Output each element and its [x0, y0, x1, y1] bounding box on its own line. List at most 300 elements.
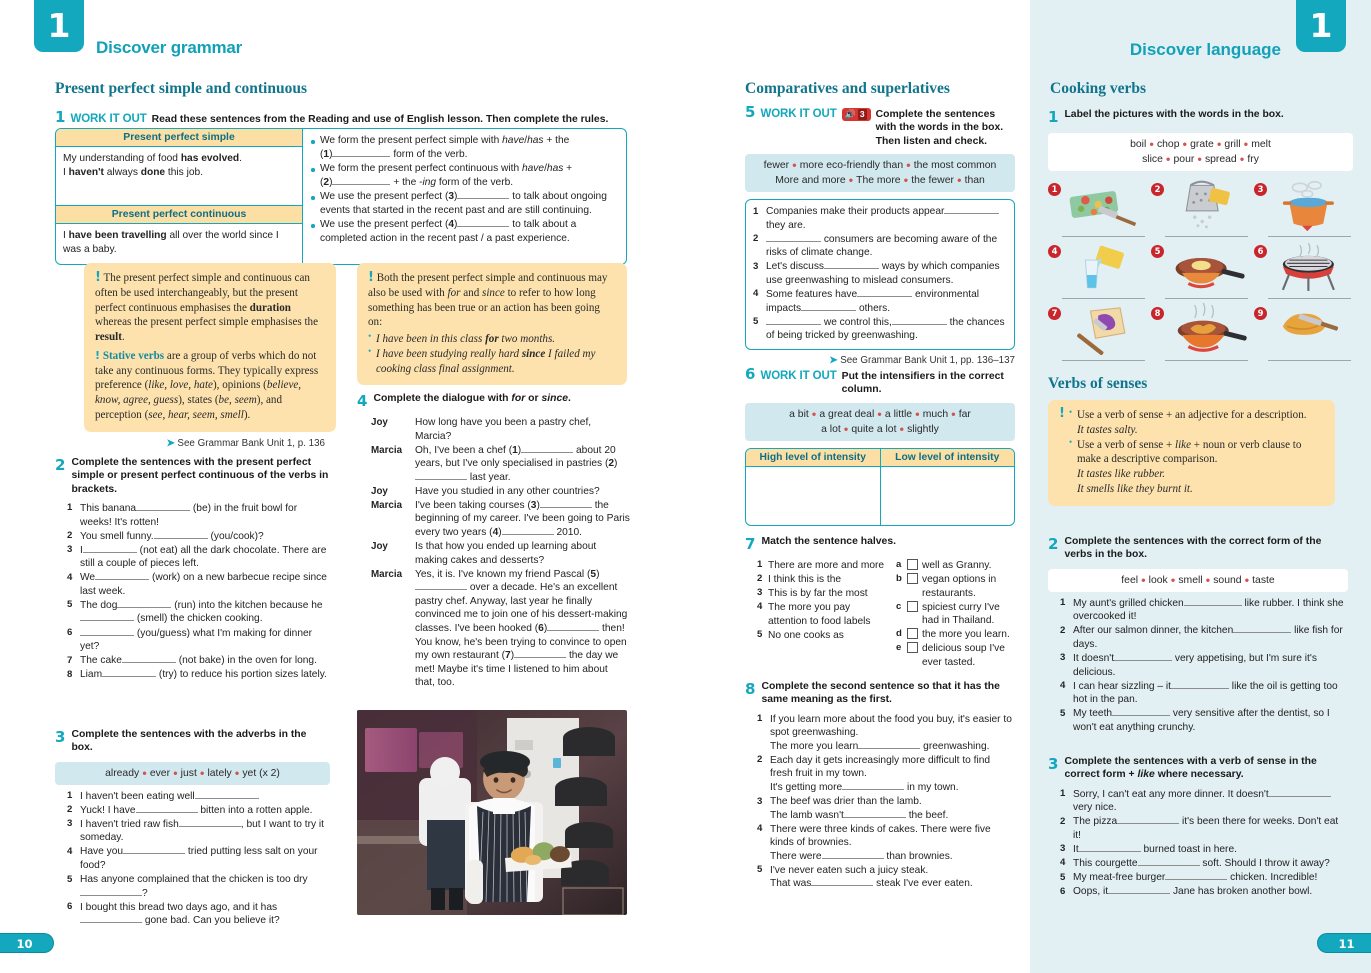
item-number: 2 — [1060, 815, 1066, 827]
work-it-out-label-1: WORK IT OUT — [70, 113, 147, 125]
note-bullet-2 — [1069, 438, 1324, 497]
grammar-example-continuous — [56, 224, 302, 264]
picture-number: 3 — [1254, 183, 1267, 196]
wordbank-word: smell — [1178, 574, 1203, 586]
separator-dot-icon: ● — [1244, 575, 1250, 585]
item-number: 1 — [757, 559, 763, 570]
match-right-item[interactable] — [896, 642, 1015, 669]
wordbank-word: The more — [856, 175, 901, 187]
item-text: vegan options in restaurants. — [922, 574, 997, 599]
item-text — [770, 754, 1015, 795]
list-item — [1060, 652, 1348, 679]
wordbank-word: spread — [1204, 154, 1237, 166]
item-text[interactable]: The dog (run) into the kitchen because he (smell) the chicken cooking. — [80, 599, 323, 625]
grammar-bank-ref-text: See Grammar Bank Unit 1, pp. 136–137 — [840, 355, 1015, 367]
exercise-1-instruction: Read these sentences from the Reading and use of English lesson. Then complete the rules. — [151, 114, 609, 125]
list-item — [757, 795, 1015, 822]
match-left-item[interactable] — [757, 559, 889, 573]
list-item — [1060, 843, 1348, 857]
item-text[interactable]: This banana (be) in the fruit bowl for weeks! It's rotten! — [80, 502, 298, 528]
answer-line[interactable] — [1165, 360, 1248, 361]
exercise-2-number: 2 — [55, 456, 66, 474]
grammar-bank-ref-1[interactable] — [100, 438, 325, 449]
dialogue-text[interactable]: Have you studied in any other countries? — [415, 485, 600, 497]
page-title-left: Discover grammar — [96, 38, 243, 57]
item-number: 1 — [1060, 597, 1066, 609]
dialogue-line — [371, 499, 630, 540]
wordbank-line-2 — [751, 173, 1009, 188]
wordbank-word: pour — [1173, 154, 1195, 166]
note-text: Use a verb of sense + an adjective for a description. — [1076, 409, 1307, 421]
audio-icon[interactable] — [842, 108, 871, 121]
picture-number: 1 — [1048, 183, 1061, 196]
note-paragraph-2 — [95, 349, 325, 423]
item-number: 2 — [753, 233, 759, 245]
stative-verbs-term: Stative verbs — [102, 349, 165, 362]
ex-bold: haven't — [68, 167, 104, 179]
dialogue-text[interactable]: How long have you been a pastry chef, Marcia? — [415, 417, 592, 442]
separator-dot-icon: ● — [1170, 575, 1176, 585]
list-item — [67, 873, 330, 900]
separator-dot-icon: ● — [1216, 139, 1222, 149]
exercise-8-number: 8 — [745, 680, 756, 698]
picture-cell[interactable] — [1254, 303, 1353, 363]
chef-photo-illustration — [357, 710, 627, 915]
list-item — [753, 260, 1007, 287]
right-ex3-instruction — [1064, 755, 1348, 782]
unit-tab-right — [1296, 0, 1346, 52]
exercise-3-instruction: Complete the sentences with the adverbs in the box. — [71, 729, 307, 754]
note-bold: since — [521, 347, 546, 360]
grater-icon — [1165, 179, 1250, 232]
matching-exercise — [757, 559, 1015, 670]
list-item — [67, 845, 330, 872]
speaker-name: Joy — [371, 485, 388, 497]
exercise-5-instruction: Complete the sentences with the words in the box. Then listen and check. — [875, 109, 1004, 147]
picture-number: 9 — [1254, 307, 1267, 320]
wordbank-line-1 — [751, 158, 1009, 173]
ex-bold: done — [140, 167, 166, 179]
item-number: 5 — [757, 628, 763, 640]
exercise-5-answer-box — [745, 199, 1015, 350]
item-text[interactable]: Let's discuss ways by which companies use greenwashing to mislead consumers. — [766, 261, 1000, 286]
item-text: delicious soup I've ever tasted. — [922, 643, 1005, 668]
separator-dot-icon: ● — [877, 409, 883, 419]
wordbank-word: yet (x 2) — [242, 767, 280, 779]
item-text[interactable]: Companies make their products appear they are. — [766, 205, 1007, 232]
item-text[interactable]: It burned toast in here. — [1073, 843, 1237, 855]
list-item — [1060, 871, 1348, 885]
wordbank-word: the fewer — [911, 175, 954, 187]
separator-dot-icon: ● — [811, 409, 817, 419]
wordbank-word: slightly — [907, 423, 939, 435]
note-example-1 — [368, 332, 616, 347]
exercise-2 — [55, 456, 330, 682]
answer-checkbox[interactable] — [907, 573, 918, 584]
note-bullet-1 — [1069, 408, 1324, 438]
grammar-bank-ref-text: See Grammar Bank Unit 1, p. 136 — [177, 438, 325, 449]
item-text[interactable]: Have you tried putting less salt on your food? — [80, 846, 318, 872]
ex-text: always — [103, 167, 141, 179]
note-text: ), states ( — [178, 394, 219, 406]
list-item — [67, 901, 330, 928]
item-number: 6 — [1060, 885, 1066, 897]
item-text: There are more and more — [768, 560, 885, 571]
item-number: 2 — [67, 804, 73, 816]
note-text: ), and perception ( — [95, 394, 283, 421]
matching-left-column — [757, 559, 889, 670]
list-item — [67, 654, 330, 668]
exercise-7-instruction: Match the sentence halves. — [761, 536, 896, 547]
item-number: 5 — [753, 316, 759, 328]
note-paragraph-1 — [95, 271, 325, 345]
separator-dot-icon: ● — [1182, 139, 1188, 149]
match-right-item[interactable] — [896, 559, 1015, 573]
grammar-table — [55, 128, 627, 265]
exercise-3-items — [67, 790, 330, 928]
answer-line[interactable] — [1268, 236, 1351, 237]
separator-dot-icon: ● — [914, 409, 920, 419]
note-italic: like — [1175, 438, 1192, 451]
dialogue-line — [371, 540, 630, 567]
intensity-column-low[interactable] — [881, 449, 1015, 525]
answer-checkbox[interactable] — [907, 628, 918, 639]
item-number: 2 — [67, 530, 73, 542]
ex-text: this job. — [165, 167, 204, 179]
answer-checkbox[interactable] — [907, 601, 918, 612]
instr-italic: for — [511, 393, 526, 404]
separator-dot-icon: ● — [1149, 139, 1155, 149]
wordbank-word: taste — [1252, 574, 1275, 586]
list-item — [757, 754, 1015, 795]
item-text[interactable]: We (work) on a new barbecue recipe since last week. — [80, 572, 327, 597]
dialogue-text[interactable]: Yes, it is. I've known my friend Pascal (5) over a decade. He's an excellent pastry chef. Anyway, last year he finally convinced me to join one of his dessert-making classes. I've been hooked (6) then! You know, he's been trying to convince to open my own restaurant (7) the day we met! Maybe it's time I listened to him about that, too. — [415, 568, 628, 689]
item-text[interactable]: I haven't been eating well . — [80, 790, 260, 802]
dialogue-lines — [371, 416, 630, 690]
matching-right-column — [896, 559, 1015, 670]
item-text[interactable]: we control this, the chances of being tricked by greenwashing. — [766, 316, 1005, 342]
wordbank-word: fry — [1247, 154, 1259, 166]
separator-dot-icon: ● — [848, 175, 854, 185]
note-italic: for — [447, 286, 461, 299]
picture-cell[interactable] — [1151, 241, 1250, 301]
first-sentence: Each day it gets increasingly more difficult to find fresh fruit in my town. — [770, 754, 991, 780]
picture-cell[interactable] — [1254, 179, 1353, 239]
picture-number: 2 — [1151, 183, 1164, 196]
note-italic: I failed my cooking class final assignment. — [376, 347, 596, 375]
note-italic: be, seem — [218, 394, 257, 406]
item-text[interactable]: Oops, it Jane has broken another bowl. — [1073, 886, 1313, 898]
item-number: 5 — [1060, 871, 1066, 883]
item-text[interactable]: I can hear sizzling – it like the oil is getting too hot in the pan. — [1073, 680, 1338, 706]
exercise-2-instruction: Complete the sentences with the present perfect simple or present perfect continuous of the verbs in brackets. — [71, 457, 329, 495]
item-text[interactable]: Liam (try) to reduce his portion sizes lately. — [80, 669, 327, 681]
answer-line[interactable] — [1165, 298, 1248, 299]
rule-item: We form the present perfect continuous with have/has + (2) + the -ing form of the verb. — [309, 162, 618, 189]
wordbank-word: feel — [1121, 574, 1139, 586]
unit-number-right: 1 — [1309, 6, 1333, 45]
right-ex1-number: 1 — [1048, 108, 1059, 126]
wordbank-word: chop — [1156, 139, 1180, 150]
item-text[interactable]: The cake (not bake) in the oven for long. — [80, 655, 317, 667]
answer-checkbox[interactable] — [907, 642, 918, 653]
right-ex2-instruction: Complete the sentences with the correct form of the verbs in the box. — [1064, 536, 1322, 561]
separator-dot-icon: ● — [1197, 154, 1203, 164]
note-italic: since — [482, 286, 505, 299]
item-letter: b — [896, 573, 902, 585]
right-page — [1030, 0, 1371, 973]
answer-line[interactable] — [1062, 360, 1145, 361]
exercise-6 — [745, 365, 1015, 526]
item-letter: d — [896, 628, 902, 640]
separator-dot-icon: ● — [199, 768, 205, 778]
item-text[interactable]: I bought this bread two days ago, and it has gone bad. Can you believe it? — [80, 901, 280, 927]
item-number: 2 — [757, 754, 763, 766]
exercise-3 — [55, 728, 330, 928]
dialogue-text[interactable]: I've been taking courses (3) the beginning of my career. I've been going to Paris every two years (4) 2010. — [415, 499, 630, 538]
wordbank-line-2 — [751, 422, 1009, 437]
picture-cell[interactable] — [1048, 179, 1147, 239]
intensity-column-high[interactable] — [746, 449, 881, 525]
second-sentence[interactable]: There were than brownies. — [770, 850, 953, 862]
page-number-right: 11 — [1317, 933, 1371, 953]
dialogue-line — [371, 568, 630, 690]
item-number: 2 — [757, 573, 763, 585]
item-text: the more you learn. — [922, 629, 1010, 641]
rule-item: We use the present perfect (4) to talk about a completed action in the recent past / a past experience. — [309, 218, 618, 245]
item-text[interactable]: Yuck! I have bitten into a rotten apple. — [80, 804, 313, 816]
dialogue-line — [371, 416, 630, 443]
separator-dot-icon: ● — [172, 768, 178, 778]
separator-dot-icon: ● — [142, 768, 147, 778]
grammar-rules — [303, 129, 626, 264]
list-item — [1060, 597, 1348, 624]
item-number: 3 — [67, 544, 73, 556]
item-number: 2 — [1060, 624, 1066, 636]
right-ex2-number: 2 — [1048, 535, 1059, 553]
item-number: 4 — [1060, 680, 1066, 692]
dialogue-text[interactable]: Oh, I've been a chef (1) about 20 years, but I've only specialised in pastries (2) last year. — [415, 444, 618, 483]
picture-number: 6 — [1254, 245, 1267, 258]
item-number: 3 — [1060, 843, 1066, 855]
item-text[interactable]: You smell funny. (you/cook)? — [80, 530, 264, 542]
wordbank-word: sound — [1213, 574, 1242, 586]
slicing-bread-icon — [1268, 303, 1353, 356]
separator-dot-icon: ● — [234, 768, 240, 778]
match-right-item[interactable] — [896, 601, 1015, 628]
wordbank-line-1 — [751, 407, 1009, 422]
instr-part: . — [568, 393, 571, 404]
exercise-1-heading — [55, 108, 630, 126]
grammar-header-simple: Present perfect simple — [56, 129, 302, 147]
middle-column — [745, 80, 1015, 98]
separator-dot-icon: ● — [1205, 575, 1211, 585]
ex-text: all over the world since I was a baby. — [63, 230, 279, 256]
dialogue-text[interactable]: Is that how you ended up learning about making cakes and desserts? — [415, 541, 597, 566]
page-number-left: 10 — [0, 933, 54, 953]
picture-cell[interactable] — [1048, 241, 1147, 301]
item-text[interactable]: I (not eat) all the dark chocolate. There are still a couple of pieces left. — [80, 544, 327, 570]
warning-icon: ! — [95, 270, 101, 285]
right-ex1-instruction: Label the pictures with the words in the box. — [1064, 109, 1284, 120]
list-item — [757, 713, 1015, 754]
separator-dot-icon: ● — [843, 424, 849, 434]
separator-dot-icon: ● — [1140, 575, 1146, 585]
item-text[interactable]: The pizza it's been there for weeks. Don't eat it! — [1073, 816, 1339, 841]
intensity-header-high: High level of intensity — [746, 449, 880, 467]
speaker-glyph: 🔊 — [844, 109, 856, 119]
boiling-pot-icon — [1268, 179, 1353, 232]
list-item — [753, 205, 1007, 232]
match-left-item[interactable] — [757, 573, 889, 587]
item-text — [770, 864, 1015, 891]
item-number: 1 — [753, 205, 759, 217]
note-text: ). — [243, 408, 251, 421]
note-box-stative — [84, 263, 336, 432]
separator-dot-icon: ● — [903, 175, 909, 185]
wordbank-word: slice — [1142, 154, 1163, 166]
warning-icon: ! — [368, 270, 374, 285]
match-left-item[interactable] — [757, 629, 889, 643]
picture-cell[interactable] — [1151, 179, 1250, 239]
picture-cell[interactable] — [1151, 303, 1250, 363]
note-bold: for — [485, 333, 499, 345]
grammar-table-left — [56, 129, 303, 264]
right-ex3-items — [1060, 788, 1348, 899]
note-example: It tastes like rubber. — [1076, 468, 1166, 480]
separator-dot-icon: ● — [899, 424, 905, 434]
match-right-item[interactable] — [896, 573, 1015, 600]
answer-line[interactable] — [1268, 298, 1351, 299]
item-text[interactable]: It doesn't very appetising, but I'm sure it's delicious. — [1073, 652, 1317, 678]
item-number: 1 — [67, 502, 73, 514]
frying-pan-icon — [1165, 303, 1250, 356]
exercise-5 — [745, 103, 1015, 366]
list-item — [753, 288, 1007, 315]
note-text: are a group of verbs which do not take any continuous forms. They typically express preference ( — [95, 349, 319, 392]
list-item — [67, 544, 330, 571]
item-number: 1 — [67, 790, 73, 802]
item-number: 3 — [1060, 652, 1066, 664]
exercise-4 — [357, 392, 630, 690]
match-right-item[interactable] — [896, 628, 1015, 642]
dialogue-line — [371, 444, 630, 485]
note-example: It tastes salty. — [1076, 423, 1138, 436]
exercise-6-wordbank — [745, 403, 1015, 441]
wordbank-word: grate — [1190, 139, 1214, 150]
section-cooking-verbs — [1050, 80, 1350, 98]
note-bold: result — [95, 331, 122, 343]
item-text[interactable]: Some features have environmental impacts others. — [766, 288, 980, 314]
second-sentence[interactable]: The lamb wasn't the beef. — [770, 809, 949, 821]
pouring-jug-icon — [1062, 241, 1147, 294]
match-left-item[interactable] — [757, 601, 889, 628]
exercise-8-items — [757, 713, 1015, 891]
intensity-table — [745, 448, 1015, 526]
picture-number: 4 — [1048, 245, 1061, 258]
section-verbs-of-senses — [1048, 375, 1353, 393]
first-sentence: I've never eaten such a juicy steak. — [770, 864, 929, 876]
right-exercise-3 — [1048, 755, 1348, 899]
answer-checkbox[interactable] — [907, 559, 918, 570]
list-item — [67, 571, 330, 598]
list-item — [1060, 885, 1348, 899]
wordbank-word: boil — [1130, 139, 1147, 150]
item-text[interactable]: Sorry, I can't eat any more dinner. It doesn't very nice. — [1073, 788, 1348, 815]
answer-line[interactable] — [1165, 236, 1248, 237]
picture-cell[interactable] — [1254, 241, 1353, 301]
note-italic: I have been studying really hard — [376, 347, 522, 360]
match-left-item[interactable] — [757, 587, 889, 601]
answer-line[interactable] — [1062, 298, 1145, 299]
exercise-6-number: 6 — [745, 365, 756, 383]
item-text[interactable]: My meat-free burger chicken. Incredible! — [1073, 872, 1318, 883]
item-text[interactable]: consumers are becoming aware of the risks of climate change. — [766, 233, 998, 259]
item-number: 7 — [67, 654, 73, 666]
item-letter: a — [896, 559, 902, 570]
item-text[interactable]: My teeth very sensitive after the dentist, so I won't eat anything crunchy. — [1073, 708, 1330, 733]
work-it-out-label-6: WORK IT OUT — [760, 370, 837, 382]
list-item — [1060, 624, 1348, 651]
item-number: 4 — [757, 823, 763, 835]
warning-icon-small: ! — [95, 348, 101, 362]
answer-line[interactable] — [1268, 360, 1351, 361]
ex-text: I — [63, 230, 69, 241]
list-item — [1060, 857, 1348, 871]
item-text[interactable]: This courgette soft. Should I throw it away? — [1073, 857, 1330, 869]
note-box-senses — [1048, 400, 1335, 506]
instr-italic: like — [1137, 769, 1155, 781]
list-item — [753, 316, 1007, 343]
answer-line[interactable] — [1062, 236, 1145, 237]
grammar-header-continuous: Present perfect continuous — [56, 205, 302, 224]
separator-dot-icon: ● — [1243, 139, 1249, 149]
note-text: The present perfect simple and continuous can often be used interchangeably, but the present perfect continuous emphasises the — [95, 272, 310, 314]
item-text[interactable]: After our salmon dinner, the kitchen like fish for days. — [1073, 625, 1343, 650]
item-text: I think this is the — [768, 574, 842, 586]
item-text — [770, 713, 1015, 754]
page-title-right: Discover language — [1129, 40, 1281, 59]
unit-number-left: 1 — [47, 6, 71, 45]
second-sentence[interactable]: It's getting more in my town. — [770, 781, 959, 793]
picture-cell[interactable] — [1048, 303, 1147, 363]
arrow-icon: ➤ — [829, 355, 838, 367]
item-number: 5 — [757, 864, 763, 876]
note-box-for-since — [357, 263, 627, 385]
second-sentence[interactable]: The more you learn greenwashing. — [770, 740, 990, 752]
work-it-out-label-5: WORK IT OUT — [760, 108, 837, 120]
item-number: 8 — [67, 668, 73, 680]
rule-item: We use the present perfect (3) to talk about ongoing events that started in the recent past and are still continuing. — [309, 190, 618, 217]
exercise-5-wordbank — [745, 154, 1015, 192]
item-text[interactable]: I haven't tried raw fish , but I want to try it someday. — [80, 818, 325, 844]
item-number: 4 — [1060, 857, 1066, 869]
note-text: to refer to how long something has been true or an action has been going on: — [368, 286, 600, 329]
item-number: 1 — [1060, 788, 1066, 800]
wordbank-word: a little — [884, 408, 913, 420]
section-title-present-perfect: Present perfect simple and continuous — [55, 80, 308, 97]
right-exercise-2 — [1048, 535, 1348, 735]
second-sentence[interactable]: That was steak I've ever eaten. — [770, 878, 973, 890]
item-text: spiciest curry I've had in Thailand. — [922, 601, 1000, 627]
item-text[interactable]: (you/guess) what I'm making for dinner yet? — [80, 627, 313, 653]
list-item — [67, 818, 330, 845]
list-item — [67, 627, 330, 654]
item-text[interactable]: Has anyone complained that the chicken is too dry? — [80, 874, 308, 899]
ex-text: My understanding of food — [63, 153, 181, 164]
item-text[interactable]: My aunt's grilled chicken like rubber. I think she overcooked it! — [1073, 597, 1344, 623]
note-bold: duration — [249, 301, 291, 314]
